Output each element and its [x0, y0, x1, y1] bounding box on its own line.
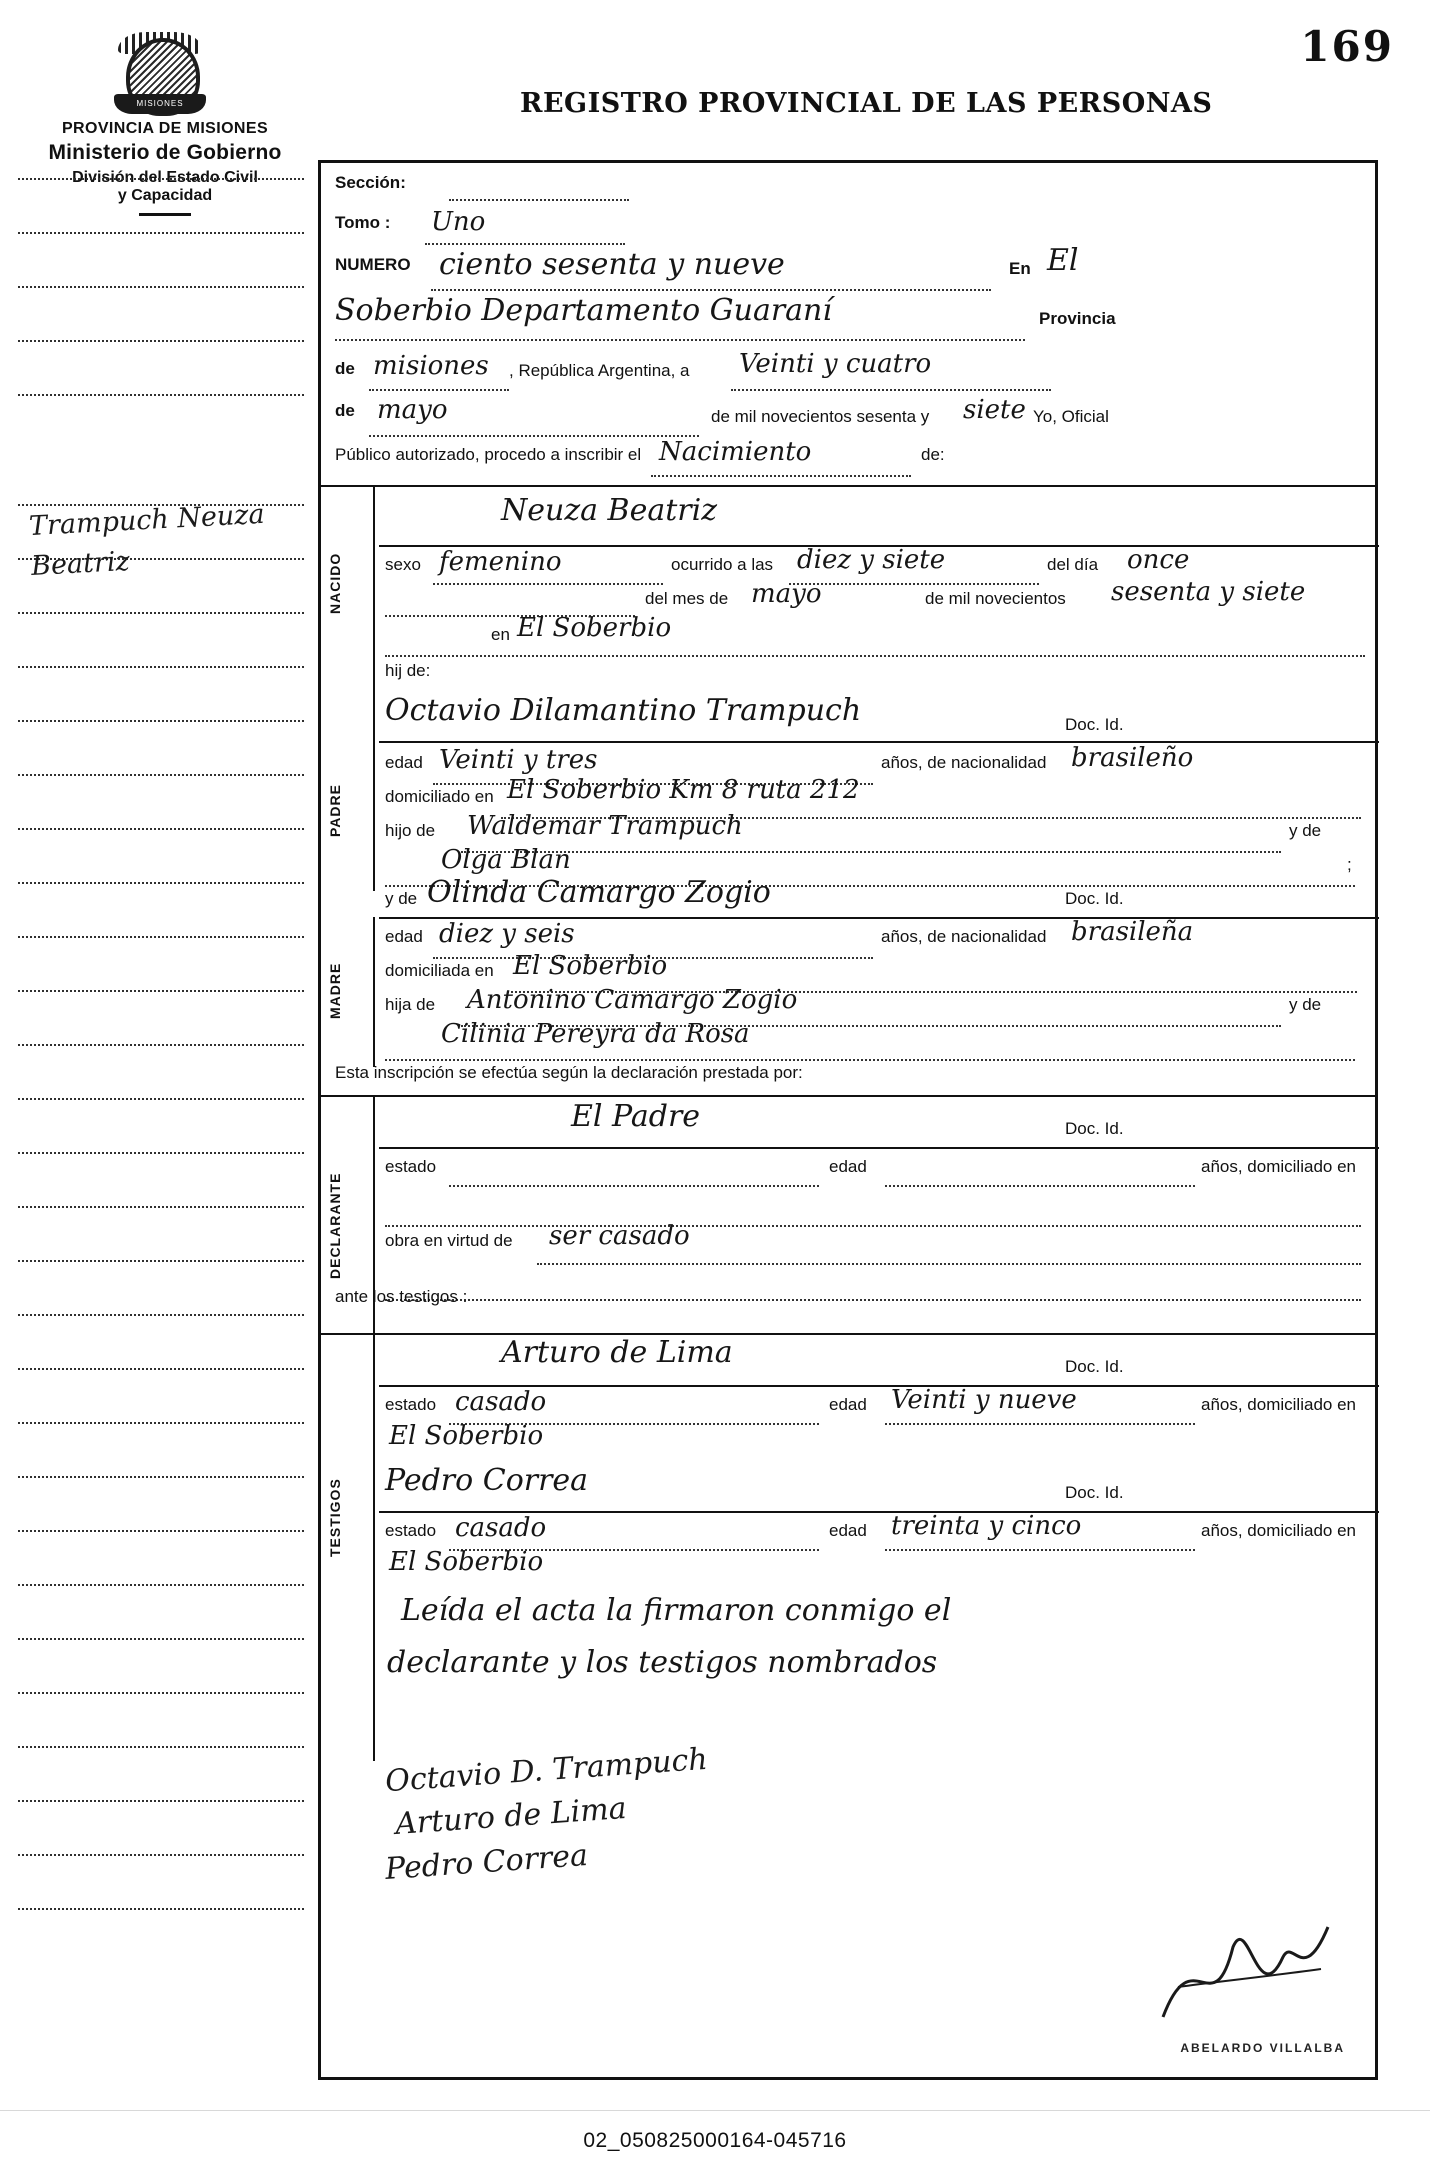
label-de-2: de [335, 401, 355, 420]
label-domiciliada: domiciliada en [385, 961, 494, 980]
value-en-lugar: El [1047, 243, 1079, 278]
official-signature-icon [1153, 1917, 1333, 2037]
value-testigo1-nombre: Arturo de Lima [501, 1335, 733, 1370]
label-seccion: Sección: [335, 173, 406, 192]
value-padre-y-de: Olga Blan [441, 845, 571, 875]
fecha-dia-rule [731, 389, 1051, 391]
side-label-padre: PADRE [327, 784, 343, 838]
label-de-mil: de mil novecientos sesenta y [711, 407, 930, 426]
value-numero: ciento sesenta y nueve [439, 247, 785, 282]
side-label-nacido: NACIDO [327, 552, 343, 614]
value-provincia: misiones [373, 351, 489, 381]
label-semicolon: ; [1347, 855, 1352, 874]
hora-rule [789, 583, 1039, 585]
crest-band-label: MISIONES [114, 94, 206, 114]
lugar-rule [335, 339, 1025, 341]
value-fecha-dia: Veinti y cuatro [739, 349, 932, 379]
page-title: REGISTRO PROVINCIAL DE LAS PERSONAS [520, 88, 1213, 119]
acto-rule [651, 475, 911, 477]
official-stamp-label: ABELARDO VILLALBA [1180, 2041, 1345, 2055]
margin-annotation: Trampuch Neuza Beatriz [28, 498, 266, 583]
masthead-line-4: y Capacidad [117, 187, 213, 204]
value-padre-nombre: Octavio Dilamantino Trampuch [385, 693, 862, 728]
label-yo-oficial: Yo, Oficial [1033, 407, 1109, 426]
closing-line-1: Leída el acta la firmaron conmigo el [401, 1593, 952, 1628]
value-nombre-inscripto: Neuza Beatriz [501, 493, 718, 528]
seccion-rule [449, 199, 629, 201]
obra-rule-2 [385, 1299, 1361, 1301]
label-doc-id-padre: Doc. Id. [1065, 715, 1124, 734]
label-publico: Público autorizado, procedo a inscribir el [335, 445, 642, 464]
label-en-2: en [491, 625, 510, 644]
label-provincia: Provincia [1039, 309, 1116, 328]
label-de-1: de [335, 359, 355, 378]
side-label-madre: MADRE [327, 962, 343, 1020]
label-estado-testigo2: estado [385, 1521, 437, 1540]
label-edad-testigo2: edad [829, 1521, 867, 1540]
label-estado-declarante: estado [385, 1157, 437, 1176]
testigo2-edad-rule [885, 1549, 1195, 1551]
margin-notes-area [18, 178, 308, 2078]
side-label-declarante: DECLARANTE [327, 1172, 343, 1280]
value-madre-y-de: Cilinia Pereyra da Rosa [441, 1019, 750, 1049]
sexo-rule [433, 583, 663, 585]
signature-testigo-1: Arturo de Lima [394, 1790, 628, 1843]
masthead-line-1: PROVINCIA DE MISIONES [61, 120, 269, 137]
label-nacionalidad-madre: años, de nacionalidad [881, 927, 1047, 946]
value-padre-domicilio: El Soberbio Km 8 ruta 212 [507, 775, 860, 805]
label-doc-id-testigo1: Doc. Id. [1065, 1357, 1124, 1376]
provincial-crest-icon [112, 32, 208, 118]
closing-line-2: declarante y los testigos nombrados [387, 1645, 938, 1680]
value-padre-edad: Veinti y tres [439, 745, 598, 775]
madre-madre-rule [385, 1059, 1355, 1061]
value-padre-nacionalidad: brasileño [1071, 743, 1194, 773]
value-testigo1-estado: casado [455, 1387, 547, 1417]
value-lugar-nac: El Soberbio [517, 613, 672, 643]
value-mes-nac: mayo [751, 579, 822, 609]
label-en: En [1009, 259, 1031, 278]
birth-record-form [318, 160, 1378, 2080]
side-label-testigos: TESTIGOS [327, 1478, 343, 1558]
value-anio-nac: sesenta y siete [1111, 577, 1306, 607]
numero-rule [431, 289, 991, 291]
masthead-line-3: División del Estado Civil [72, 169, 258, 186]
label-doc-id-declarante: Doc. Id. [1065, 1119, 1124, 1138]
label-y-de-2: y de [385, 889, 418, 908]
label-anios-dom-testigo2: años, domiciliado en [1201, 1521, 1356, 1540]
folio-number: 169 [1300, 22, 1394, 71]
padre-filiacion-rule [461, 851, 1281, 853]
tomo-rule [425, 243, 625, 245]
value-hora: diez y siete [797, 545, 946, 575]
label-del-dia: del día [1047, 555, 1099, 574]
value-declarante-nombre: El Padre [571, 1099, 701, 1134]
label-republica: , República Argentina, a [509, 361, 690, 380]
declarante-estado-rule [449, 1185, 819, 1187]
value-madre-nacionalidad: brasileña [1071, 917, 1194, 947]
label-de-3: de: [921, 445, 945, 464]
label-anios-domiciliado: años, domiciliado en [1201, 1157, 1356, 1176]
signature-testigo-2: Pedro Correa [384, 1837, 590, 1888]
value-testigo2-domicilio: El Soberbio [389, 1547, 544, 1577]
label-tomo: Tomo : [335, 213, 391, 232]
value-sexo: femenino [439, 547, 562, 577]
label-edad-madre: edad [385, 927, 423, 946]
value-acto: Nacimiento [659, 437, 812, 467]
value-dia-nac: once [1127, 545, 1190, 575]
value-obra: ser casado [549, 1221, 690, 1251]
label-estado-testigo1: estado [385, 1395, 437, 1414]
label-ante-testigos: ante los testigos : [335, 1287, 468, 1306]
value-testigo1-domicilio: El Soberbio [389, 1421, 544, 1451]
label-ocurrido: ocurrido a las [671, 555, 774, 574]
value-madre-hija-de: Antonino Camargo Zogio [467, 985, 798, 1015]
label-del-mes: del mes de [645, 589, 729, 608]
label-edad-testigo1: edad [829, 1395, 867, 1414]
label-hij-de: hij de: [385, 661, 431, 680]
obra-rule [537, 1263, 1361, 1265]
label-y-de-3: y de [1289, 995, 1322, 1014]
label-hija-de: hija de [385, 995, 436, 1014]
label-anios-dom-testigo1: años, domiciliado en [1201, 1395, 1356, 1414]
signature-declarante: Octavio D. Trampuch [384, 1741, 709, 1800]
value-anio-sufijo: siete [963, 395, 1026, 425]
masthead-line-2: Ministerio de Gobierno [48, 141, 282, 164]
value-madre-nombre: Olinda Camargo Zogio [427, 875, 771, 910]
label-doc-id-madre: Doc. Id. [1065, 889, 1124, 908]
value-testigo2-estado: casado [455, 1513, 547, 1543]
footer-bar [0, 2110, 1430, 2169]
label-de-mil-2: de mil novecientos [925, 589, 1066, 608]
value-testigo2-edad: treinta y cinco [891, 1511, 1082, 1541]
label-edad-declarante: edad [829, 1157, 867, 1176]
value-lugar: Soberbio Departamento Guaraní [335, 293, 832, 328]
value-testigo2-nombre: Pedro Correa [385, 1463, 589, 1498]
label-declaracion: Esta inscripción se efectúa según la declaración prestada por: [335, 1063, 803, 1082]
label-doc-id-testigo2: Doc. Id. [1065, 1483, 1124, 1502]
provincia-de-rule [369, 389, 509, 391]
label-hijo-de: hijo de [385, 821, 436, 840]
label-obra-virtud: obra en virtud de [385, 1231, 513, 1250]
label-sexo: sexo [385, 555, 421, 574]
label-numero: NUMERO [335, 255, 411, 274]
label-domiciliado: domiciliado en [385, 787, 494, 806]
footer-filename: 02_050825000164-045716 [583, 2128, 847, 2152]
declarante-edad-rule [885, 1185, 1195, 1187]
testigo1-edad-rule [885, 1423, 1195, 1425]
label-nacionalidad-padre: años, de nacionalidad [881, 753, 1047, 772]
label-y-de-1: y de [1289, 821, 1322, 840]
declarante-domicilio-rule [385, 1225, 1361, 1227]
label-edad-padre: edad [385, 753, 423, 772]
value-testigo1-edad: Veinti y nueve [891, 1385, 1077, 1415]
value-tomo: Uno [431, 207, 486, 237]
value-padre-hijo-de: Waldemar Trampuch [467, 811, 743, 841]
lugar-nac-rule [385, 655, 1365, 657]
value-madre-domicilio: El Soberbio [513, 951, 668, 981]
fecha-mes-rule [369, 435, 699, 437]
value-fecha-mes: mayo [377, 395, 448, 425]
value-madre-edad: diez y seis [439, 919, 575, 949]
